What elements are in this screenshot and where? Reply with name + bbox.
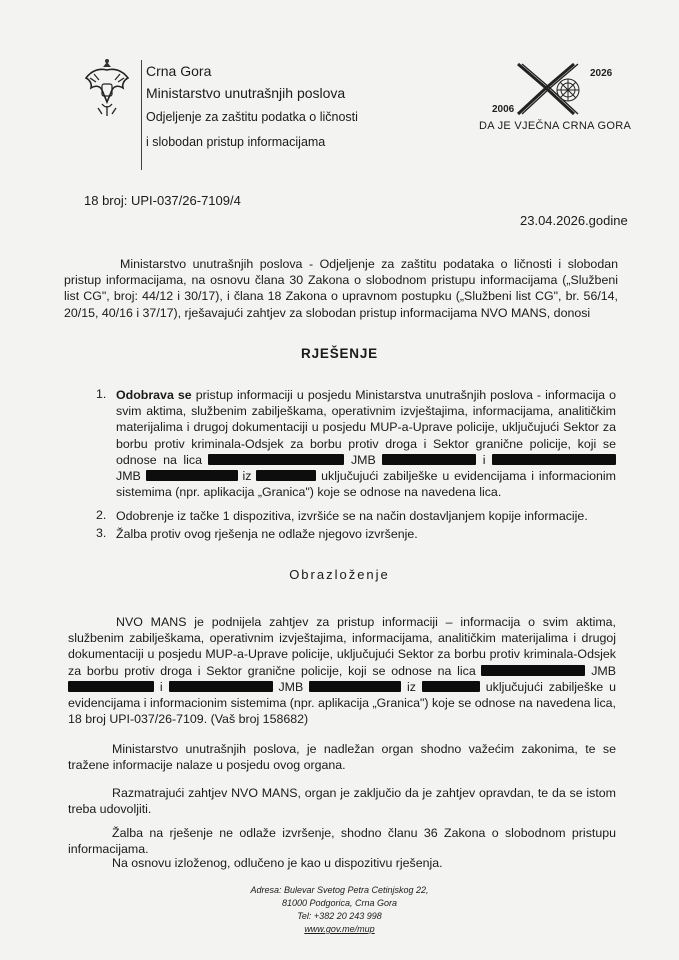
redacted-place-2 (422, 681, 480, 692)
redacted-jmb-1 (382, 454, 476, 465)
from-label-2: iz (407, 679, 416, 694)
and-label-2: i (159, 679, 163, 694)
footer-city: 81000 Podgorica, Crna Gora (281, 898, 398, 908)
item-1-number: 1. (96, 387, 107, 401)
explanation-p1-b: uključujući zabilješke u evidencijama i informacionim sistemima (npr. aplikacija „Granica") koje se odnose na navedena lica, 18 broj UPI-037/26-7109. (Vaš broj 158682) (68, 679, 616, 727)
coat-of-arms-icon (82, 58, 132, 120)
redacted-place-1 (256, 470, 316, 481)
and-label-1: i (482, 452, 486, 467)
jmb-label-4: JMB (278, 679, 304, 694)
item-3-number: 3. (96, 526, 107, 540)
redacted-name-3 (481, 665, 585, 676)
decision-title: RJEŠENJE (301, 346, 378, 361)
header-country: Crna Gora (146, 63, 212, 79)
footer-address: Adresa: Bulevar Svetog Petra Cetinjskog 22, (250, 885, 429, 895)
item-1-text-b: uključujući zabilješke u evidencijama i informacionim sistemima (npr. aplikacija „Granica") koje se odnose na navedena lica. (116, 469, 616, 500)
explanation-paragraph-5: Na osnovu izloženog, odlučeno je kao u dispozitivu rješenja. (112, 856, 443, 870)
header-department-line2: i slobodan pristup informacijama (146, 135, 326, 149)
from-label-1: iz (242, 469, 252, 484)
item-2-text: Odobrenje iz tačke 1 dispozitiva, izvršiće se na način dostavljanjem kopije informacije. (116, 509, 588, 523)
explanation-paragraph-2: Ministarstvo unutrašnjih poslova, je nadležan organ shodno važećim zakonima, te se tražene informacije nalaze u posjedu ovog organa. (68, 742, 616, 773)
header-ministry: Ministarstvo unutrašnjih poslova (146, 85, 346, 101)
redacted-name-2 (492, 454, 616, 465)
header-divider (141, 60, 142, 170)
explanation-paragraph-4: Žalba na rješenje ne odlaže izvršenje, shodno članu 36 Zakona o slobodnom pristupu informacijama. (68, 826, 616, 857)
jmb-label-2: JMB (116, 469, 141, 484)
intro-paragraph: Ministarstvo unutrašnjih poslova - Odjeljenje za zaštitu podataka o ličnosti i slobodan pristup informacijama, na osnovu člana 30 Zakona o slobodnom pristupu informacijama („Službeni list CG", broj: 44/12 i 30/17), i člana 18 Zakona o upravnom postupku („Službeni list CG", br. 56/14, 20/15, 40/16 i 37/17), rješavajući zahtjev za slobodan pristup informacijama NVO MANS, donosi (64, 257, 618, 320)
redacted-jmb-4 (309, 681, 401, 692)
redacted-jmb-3 (68, 681, 154, 692)
jubilee-year-right: 2026 (590, 68, 613, 79)
footer-website-link[interactable]: www.gov.me/mup (304, 924, 375, 934)
item-2-number: 2. (96, 508, 107, 522)
item-1-bold: Odobrava se (116, 388, 192, 402)
document-date: 23.04.2026.godine (520, 213, 628, 228)
explanation-title: Obrazloženje (289, 567, 390, 582)
explanation-p1-a: NVO MANS je podnijela zahtjev za pristup informaciji – informacija o svim aktima, službenim zabilješkama, operativnim izvještajima, informacijama, analitičkim materijalima i drugoj dokumentaciji u posjedu MUP-a-Uprave policije, uključujući Sektor za borbu protiv kriminala-Odsjek za borbu protiv droga i Sektor granične policije, koji se odnose na lica (68, 615, 616, 678)
jubilee-year-left: 2006 (492, 104, 515, 115)
explanation-paragraph-1 (68, 614, 616, 727)
item-1 (116, 387, 616, 500)
reference-number: 18 broj: UPI-037/26-7109/4 (84, 193, 241, 208)
jmb-label-3: JMB (591, 663, 616, 678)
footer-phone: Tel: +382 20 243 998 (297, 911, 382, 921)
header-department-line1: Odjeljenje za zaštitu podatka o ličnosti (146, 110, 358, 124)
item-3-text: Žalba protiv ovog rješenja ne odlaže njegovo izvršenje. (116, 527, 418, 541)
jmb-label-1: JMB (350, 452, 376, 467)
jubilee-caption: DA JE VJEČNA CRNA GORA (479, 120, 632, 132)
explanation-paragraph-3: Razmatrajući zahtjev NVO MANS, organ je zaključio da je zahtjev opravdan, te da se istom treba udovoljiti. (68, 786, 616, 817)
item-1-text-a: pristup informaciji u posjedu Ministarstva unutrašnjih poslova - informacija o svim aktima, službenim zabilješkama, operativnim izvještajima, informacijama, analitičkim materijalima i drugoj dokumentaciji u posjedu MUP-a-Uprave policije, uključujući Sektor za borbu protiv kriminala-Odsjek za borbu protiv droga i Sektor granične policije, koji se odnose na lica (116, 388, 616, 467)
redacted-name-4 (169, 681, 273, 692)
redacted-jmb-2 (146, 470, 238, 481)
redacted-name-1 (208, 454, 344, 465)
